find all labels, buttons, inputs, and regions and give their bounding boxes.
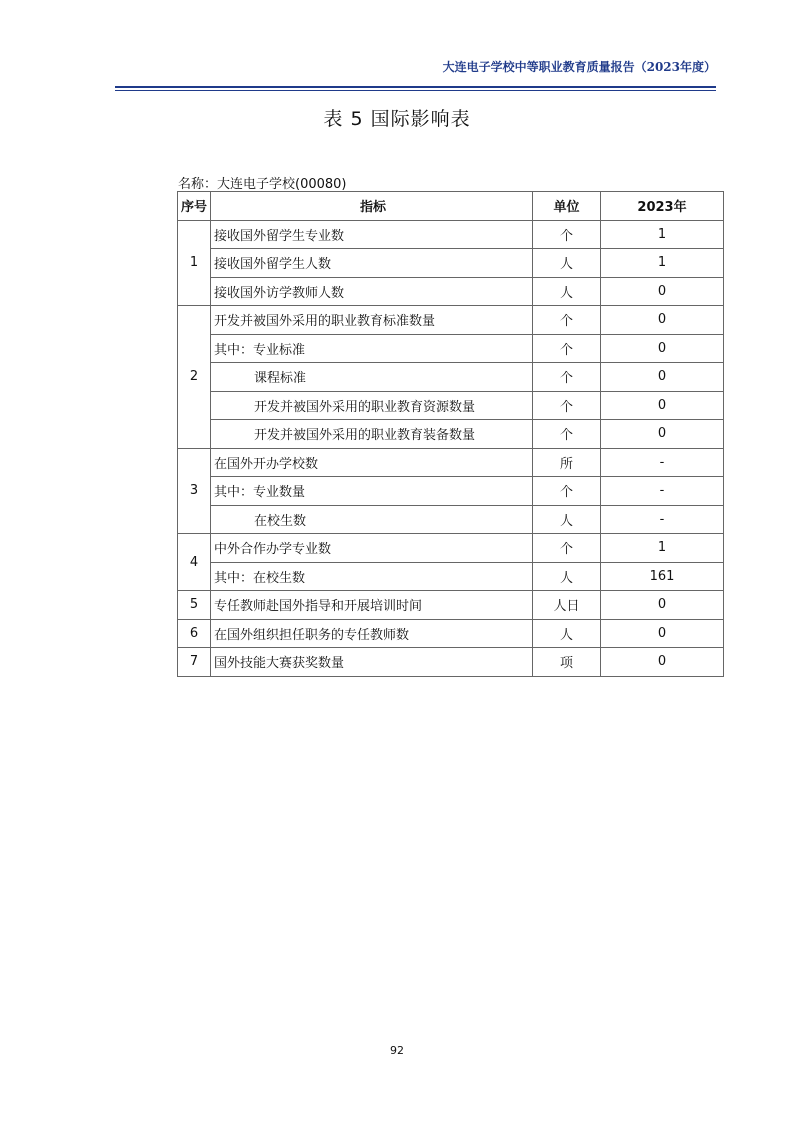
group-seq: 2 bbox=[178, 306, 211, 449]
table-row bbox=[178, 306, 724, 335]
row-value: 0 bbox=[601, 591, 724, 620]
col-header-seq: 序号 bbox=[178, 192, 211, 221]
row-indicator: 国外技能大赛获奖数量 bbox=[211, 648, 533, 677]
row-value: 0 bbox=[601, 334, 724, 363]
row-value: 0 bbox=[601, 306, 724, 335]
row-indicator: 在校生数 bbox=[211, 505, 533, 534]
row-value: 1 bbox=[601, 220, 724, 249]
row-unit: 人 bbox=[533, 562, 601, 591]
row-value: 0 bbox=[601, 420, 724, 449]
table-row bbox=[178, 505, 724, 534]
table-row bbox=[178, 220, 724, 249]
row-unit: 个 bbox=[533, 334, 601, 363]
row-indicator: 中外合作办学专业数 bbox=[211, 534, 533, 563]
group-seq: 7 bbox=[178, 648, 211, 677]
row-value: 0 bbox=[601, 391, 724, 420]
row-value: 1 bbox=[601, 534, 724, 563]
row-unit: 所 bbox=[533, 448, 601, 477]
table-row bbox=[178, 619, 724, 648]
row-unit: 个 bbox=[533, 220, 601, 249]
international-influence-table bbox=[177, 191, 724, 677]
row-unit: 人 bbox=[533, 249, 601, 278]
row-unit: 人 bbox=[533, 619, 601, 648]
row-value: - bbox=[601, 505, 724, 534]
row-indicator: 在国外组织担任职务的专任教师数 bbox=[211, 619, 533, 648]
header-title: 大连电子学校中等职业教育质量报告（2023年度） bbox=[442, 60, 716, 74]
row-unit: 个 bbox=[533, 534, 601, 563]
row-unit: 人 bbox=[533, 505, 601, 534]
col-header-unit: 单位 bbox=[533, 192, 601, 221]
row-unit: 个 bbox=[533, 420, 601, 449]
row-value: - bbox=[601, 448, 724, 477]
table-row bbox=[178, 391, 724, 420]
row-indicator: 开发并被国外采用的职业教育资源数量 bbox=[211, 391, 533, 420]
group-seq: 5 bbox=[178, 591, 211, 620]
table-row bbox=[178, 477, 724, 506]
table-row bbox=[178, 648, 724, 677]
table-row bbox=[178, 249, 724, 278]
table-row bbox=[178, 448, 724, 477]
table-header-row bbox=[178, 192, 724, 221]
row-unit: 个 bbox=[533, 306, 601, 335]
group-seq: 4 bbox=[178, 534, 211, 591]
row-indicator: 接收国外访学教师人数 bbox=[211, 277, 533, 306]
row-indicator: 其中：在校生数 bbox=[211, 562, 533, 591]
row-value: 0 bbox=[601, 363, 724, 392]
col-header-year: 2023年 bbox=[601, 192, 724, 221]
table-row bbox=[178, 420, 724, 449]
row-indicator: 开发并被国外采用的职业教育标准数量 bbox=[211, 306, 533, 335]
row-value: 1 bbox=[601, 249, 724, 278]
row-indicator: 课程标准 bbox=[211, 363, 533, 392]
row-indicator: 其中：专业数量 bbox=[211, 477, 533, 506]
row-indicator: 在国外开办学校数 bbox=[211, 448, 533, 477]
row-unit: 人日 bbox=[533, 591, 601, 620]
row-unit: 人 bbox=[533, 277, 601, 306]
row-value: 161 bbox=[601, 562, 724, 591]
col-header-indicator: 指标 bbox=[211, 192, 533, 221]
header-rule-thick bbox=[115, 86, 716, 88]
row-value: 0 bbox=[601, 648, 724, 677]
row-value: 0 bbox=[601, 277, 724, 306]
group-seq: 3 bbox=[178, 448, 211, 534]
table-row bbox=[178, 534, 724, 563]
table-row bbox=[178, 334, 724, 363]
table-row bbox=[178, 591, 724, 620]
row-indicator: 接收国外留学生人数 bbox=[211, 249, 533, 278]
row-indicator: 其中：专业标准 bbox=[211, 334, 533, 363]
row-unit: 个 bbox=[533, 363, 601, 392]
row-unit: 个 bbox=[533, 391, 601, 420]
group-seq: 1 bbox=[178, 220, 211, 306]
row-value: - bbox=[601, 477, 724, 506]
table-row bbox=[178, 277, 724, 306]
row-value: 0 bbox=[601, 619, 724, 648]
table-row bbox=[178, 363, 724, 392]
page-number: 92 bbox=[390, 1044, 404, 1057]
row-unit: 项 bbox=[533, 648, 601, 677]
row-indicator: 开发并被国外采用的职业教育装备数量 bbox=[211, 420, 533, 449]
row-indicator: 专任教师赴国外指导和开展培训时间 bbox=[211, 591, 533, 620]
table-title: 表 5 国际影响表 bbox=[323, 108, 471, 130]
header-rule-thin bbox=[115, 90, 716, 91]
table-name: 名称：大连电子学校(00080) bbox=[178, 177, 347, 192]
row-unit: 个 bbox=[533, 477, 601, 506]
group-seq: 6 bbox=[178, 619, 211, 648]
row-indicator: 接收国外留学生专业数 bbox=[211, 220, 533, 249]
table-row bbox=[178, 562, 724, 591]
